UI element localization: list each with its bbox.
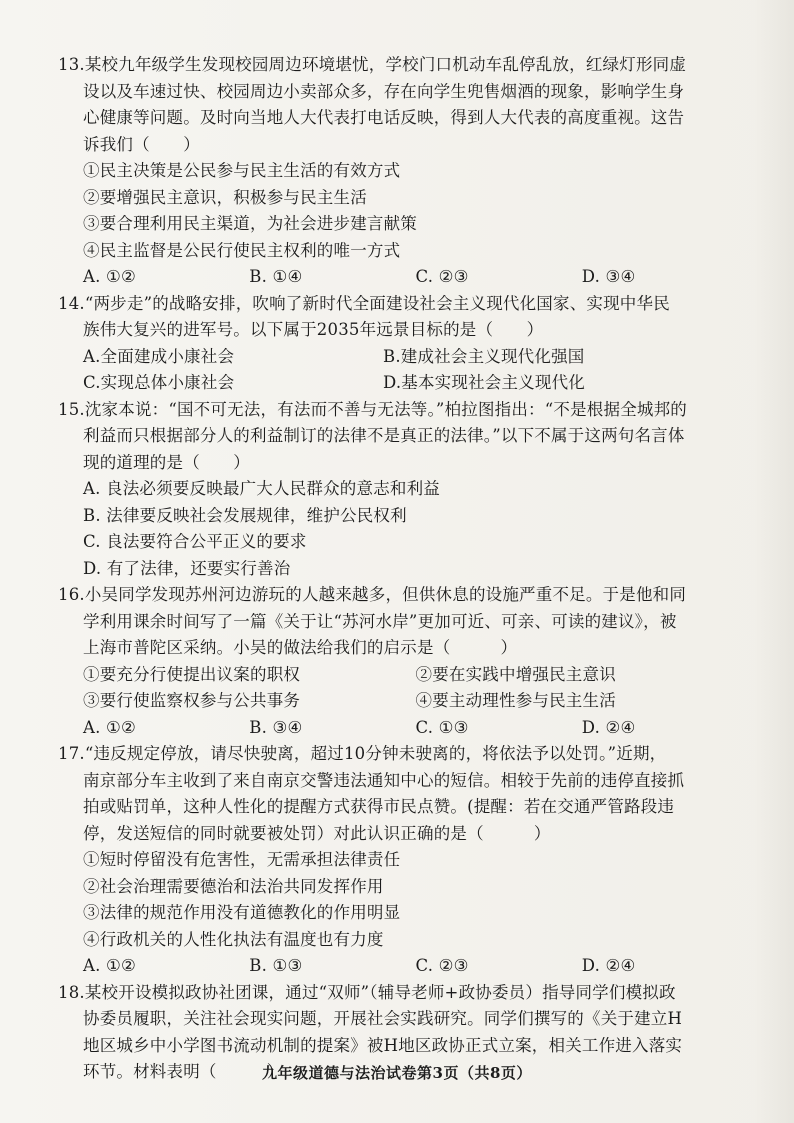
option-a: A. ①② — [83, 956, 136, 975]
question-14-stem-line: 14.“两步走”的战略安排，吹响了新时代全面建设社会主义现代化国家、实现中华民 — [58, 293, 670, 313]
page-footer: 九年级道德与法治试卷第3页（共8页） — [262, 1064, 532, 1082]
question-13-stem-line: 13.某校九年级学生发现校园周边环境堪忧，学校门口机动车乱停乱放，红绿灯形同虚 — [58, 55, 687, 74]
question-18-stem-line: 地区城乡中小学图书流动机制的提案》被H地区政协正式立案，相关工作进入落实 — [83, 1035, 683, 1055]
option-c: C. 良法要符合公平正义的要求 — [83, 532, 307, 551]
question-17-statement-1: ①短时停留没有危害性，无需承担法律责任 — [83, 850, 401, 869]
question-16-statement-1: ①要充分行使提出议案的职权 — [83, 664, 301, 684]
option-b: B. ①③ — [249, 956, 303, 975]
question-13-statement-4: ④民主监督是公民行使民主权利的唯一方式 — [83, 240, 401, 260]
option-a: A. ①② — [83, 717, 136, 737]
question-16-stem-line: 16.小吴同学发现苏州河边游玩的人越来越多，但供休息的设施严重不足。于是他和同 — [58, 585, 687, 604]
question-17-stem-line: 停，发送短信的同时就要被处罚）对此认识正确的是（ ） — [83, 823, 551, 843]
option-d: D. ②④ — [581, 717, 636, 737]
option-b: B. ①④ — [249, 267, 303, 286]
question-17-options — [58, 953, 748, 980]
question-13-stem-line: 心健康等问题。及时向当地人大代表打电话反映，得到人大代表的高度重视。这告 — [83, 108, 685, 127]
option-d: D. 有了法律，还要实行善治 — [83, 558, 291, 578]
question-16 — [58, 582, 748, 741]
question-17-stem-line: 17.“违反规定停放，请尽快驶离，超过10分钟未驶离的，将依法予以处罚。”近期， — [58, 744, 667, 763]
option-b: B.建成社会主义现代化强国 — [383, 346, 585, 366]
question-15-stem-line: 15.沈家本说：“国不可无法，有法而不善与无法等。”柏拉图指出：“不是根据全城邦的 — [58, 399, 687, 419]
question-14 — [58, 291, 748, 397]
option-c: C. ②③ — [415, 267, 469, 286]
question-17-stem-line: 南京部分车主收到了来自南京交警违法通知中心的短信。相较于先前的违停直接抓 — [83, 770, 685, 790]
question-17-statement-4: ④行政机关的人性化执法有温度也有力度 — [83, 929, 384, 949]
question-16-stem-line: 学利用课余时间写了一篇《关于让“苏河水岸”更加可近、可亲、可读的建议》，被 — [83, 611, 677, 631]
question-16-statements-row-1 — [58, 662, 748, 689]
question-14-stem-line: 族伟大复兴的进军号。以下属于2035年远景目标的是（ ） — [83, 320, 544, 339]
option-a: A. 良法必须要反映最广大人民群众的意志和利益 — [83, 479, 441, 498]
option-a: A.全面建成小康社会 — [83, 346, 235, 366]
question-15 — [58, 397, 748, 583]
scan-edge-shadow — [754, 0, 794, 1123]
question-16-options — [58, 715, 748, 742]
option-c: C.实现总体小康社会 — [83, 373, 235, 392]
question-18-stem-line: 环节。材料表明（ ） — [83, 1062, 284, 1081]
option-d: D. ③④ — [581, 267, 636, 286]
option-d: D.基本实现社会主义现代化 — [383, 373, 585, 392]
question-16-statement-4: ④要主动理性参与民主生活 — [415, 691, 616, 710]
question-13-options — [58, 264, 748, 291]
question-17-statement-3: ③法律的规范作用没有道德教化的作用明显 — [83, 903, 401, 922]
question-17 — [58, 741, 748, 980]
option-b: B. ③④ — [249, 717, 303, 737]
option-c: C. ②③ — [415, 956, 469, 975]
question-13-statement-3: ③要合理利用民主渠道，为社会进步建言献策 — [83, 214, 417, 233]
question-16-statements-row-2 — [58, 688, 748, 715]
option-d: D. ②④ — [581, 956, 636, 975]
question-17-statement-2: ②社会治理需要德治和法治共同发挥作用 — [83, 876, 384, 896]
question-17-stem-line: 拍或贴罚单，这种人性化的提醒方式获得市民点赞。(提醒：若在交通严管路段违 — [83, 797, 675, 816]
question-13-stem-line: 设以及车速过快、校园周边小卖部众多，存在向学生兜售烟酒的现象，影响学生身 — [83, 81, 685, 101]
question-16-stem-line: 上海市普陀区采纳。小吴的做法给我们的启示是（ ） — [83, 638, 518, 657]
question-13 — [58, 52, 748, 291]
option-b: B. 法律要反映社会发展规律，维护公民权利 — [83, 505, 407, 525]
question-14-options-row-2 — [58, 370, 748, 397]
question-13-stem-line: 诉我们（ ） — [83, 134, 200, 154]
question-16-statement-3: ③要行使监察权参与公共事务 — [83, 691, 301, 710]
option-c: C. ①③ — [415, 717, 469, 737]
question-15-stem-line: 现的道理的是（ ） — [83, 452, 250, 472]
option-a: A. ①② — [83, 267, 136, 286]
question-16-statement-2: ②要在实践中增强民主意识 — [415, 664, 616, 684]
question-14-options-row-1 — [58, 344, 748, 371]
exam-content — [58, 52, 748, 1086]
question-13-stem — [58, 52, 748, 158]
question-15-stem-line: 利益而只根据部分人的利益制订的法律不是真正的法律。”以下不属于这两句名言体 — [83, 426, 685, 445]
question-18-stem-line: 18.某校开设模拟政协社团课，通过“双师”（辅导老师+政协委员）指导同学们模拟政 — [58, 982, 676, 1002]
question-13-statement-1: ①民主决策是公民参与民主生活的有效方式 — [83, 161, 401, 180]
question-18-stem-line: 协委员履职，关注社会现实问题，开展社会实践研究。同学们撰写的《关于建立H — [83, 1009, 683, 1028]
question-13-statement-2: ②要增强民主意识，积极参与民主生活 — [83, 187, 367, 207]
